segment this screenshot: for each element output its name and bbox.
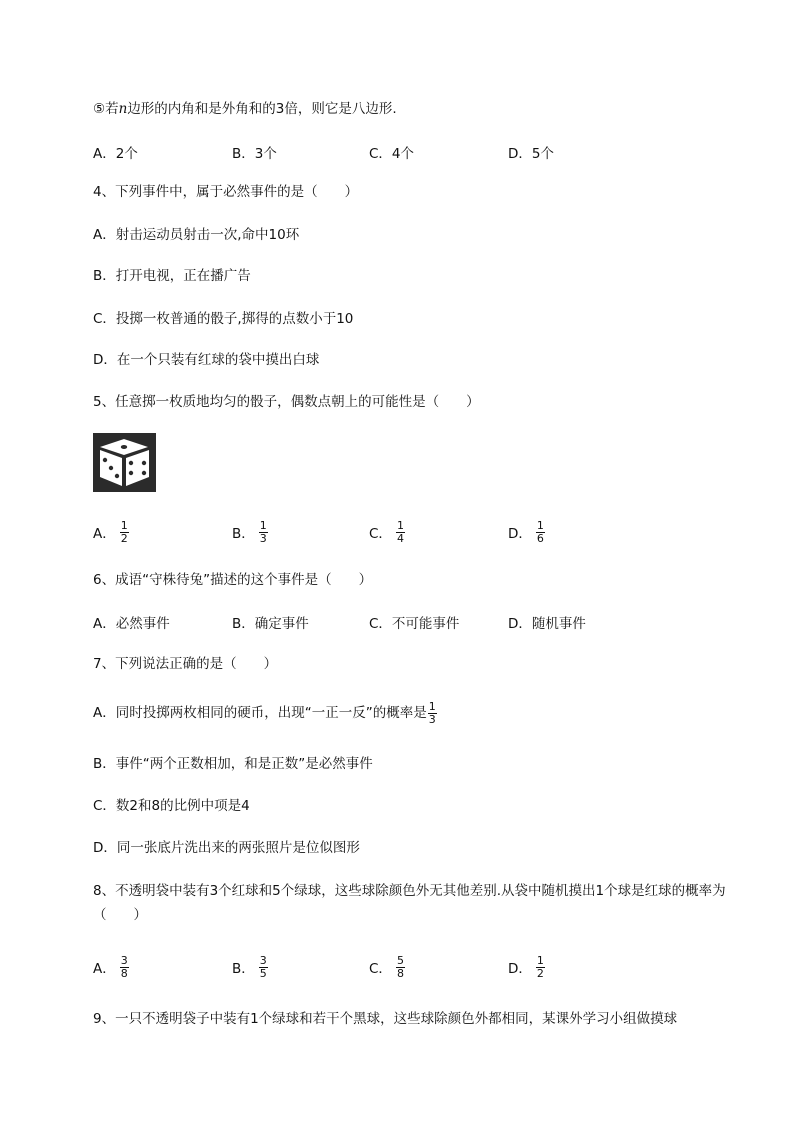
q6-options	[93, 607, 713, 637]
q5-option-b-label: B．	[232, 526, 255, 542]
q3-option-d[interactable]	[508, 137, 554, 167]
q5-option-c-fraction	[396, 520, 405, 545]
q6-option-b[interactable]	[232, 607, 309, 637]
fraction-numerator: 1	[396, 518, 404, 532]
fraction-numerator: 1	[120, 518, 128, 532]
fraction-denominator: 6	[536, 531, 544, 545]
q7-option-d[interactable]: D．同一张底片洗出来的两张照片是位似图形	[93, 840, 360, 856]
q8-option-a-label: A．	[93, 961, 116, 977]
q3-option-c-text: C．4个	[369, 146, 415, 162]
q7-option-a[interactable]	[93, 698, 437, 728]
fraction-numerator: 1	[428, 699, 436, 713]
q6-option-d-text: D．随机事件	[508, 616, 586, 632]
q3-option-d-text: D．5个	[508, 146, 554, 162]
q7-option-a-fraction	[428, 701, 437, 726]
q6-option-a-text: A．必然事件	[93, 616, 170, 632]
q5-option-a-label: A．	[93, 526, 116, 542]
q8-option-d-label: D．	[508, 961, 532, 977]
fraction-numerator: 1	[259, 518, 267, 532]
q7-stem: 7、下列说法正确的是（ ）	[93, 656, 278, 672]
q8-option-b-fraction	[259, 955, 268, 980]
q4-option-a[interactable]: A．射击运动员射击一次,命中10环	[93, 227, 300, 243]
q3-option-c[interactable]	[369, 137, 414, 167]
q3-option-a[interactable]	[93, 137, 138, 167]
q8-option-b[interactable]	[232, 952, 268, 982]
q8-option-c-label: C．	[369, 961, 392, 977]
fraction-numerator: 3	[120, 953, 128, 967]
statement-5-prefix: ⑤若	[93, 101, 119, 117]
fraction-denominator: 5	[259, 966, 267, 980]
q3-option-b-text: B．3个	[232, 146, 277, 162]
q4-option-b[interactable]: B．打开电视，正在播广告	[93, 268, 251, 284]
q5-option-d-label: D．	[508, 526, 532, 542]
q6-option-b-text: B．确定事件	[232, 616, 309, 632]
q3-option-b[interactable]	[232, 137, 277, 167]
statement-5	[93, 100, 397, 118]
statement-5-variable: n	[118, 101, 128, 117]
fraction-numerator: 5	[396, 953, 404, 967]
q8-option-a[interactable]	[93, 952, 129, 982]
q7-option-a-text: A．同时投掷两枚相同的硬币，出现“一正一反”的概率是	[93, 705, 427, 721]
q5-option-d[interactable]	[508, 517, 545, 547]
q9-stem: 9、一只不透明袋子中装有1个绿球和若干个黑球，这些球除颜色外都相同，某课外学习小组做摸球	[93, 1011, 678, 1027]
q8-option-c-fraction	[396, 955, 405, 980]
fraction-denominator: 2	[120, 531, 128, 545]
q8-option-b-label: B．	[232, 961, 255, 977]
statement-5-suffix: 边形的内角和是外角和的3倍，则它是八边形.	[127, 101, 397, 117]
q4-stem: 4、下列事件中，属于必然事件的是（ ）	[93, 184, 359, 200]
q5-option-a-fraction	[120, 520, 129, 545]
q3-option-a-text: A．2个	[93, 146, 138, 162]
q5-option-c-label: C．	[369, 526, 392, 542]
q3-options	[93, 137, 713, 167]
q7-option-c[interactable]: C．数2和8的比例中项是4	[93, 798, 250, 814]
q5-option-a[interactable]	[93, 517, 129, 547]
q8-option-d[interactable]	[508, 952, 545, 982]
q6-stem: 6、成语“守株待兔”描述的这个事件是（ ）	[93, 572, 373, 588]
q8-option-d-fraction	[536, 955, 545, 980]
q6-option-c-text: C．不可能事件	[369, 616, 460, 632]
q8-options	[93, 952, 713, 982]
fraction-denominator: 3	[428, 712, 436, 726]
q6-option-c[interactable]	[369, 607, 459, 637]
q5-option-d-fraction	[536, 520, 545, 545]
q6-option-d[interactable]	[508, 607, 586, 637]
fraction-denominator: 8	[396, 966, 404, 980]
q6-option-a[interactable]	[93, 607, 170, 637]
fraction-numerator: 3	[259, 953, 267, 967]
fraction-denominator: 2	[536, 966, 544, 980]
fraction-numerator: 1	[536, 953, 544, 967]
q5-option-c[interactable]	[369, 517, 405, 547]
fraction-numerator: 1	[536, 518, 544, 532]
q5-option-b[interactable]	[232, 517, 268, 547]
q4-option-c[interactable]: C．投掷一枚普通的骰子,掷得的点数小于10	[93, 311, 354, 327]
q8-option-c[interactable]	[369, 952, 405, 982]
q5-stem: 5、任意掷一枚质地均匀的骰子，偶数点朝上的可能性是（ ）	[93, 394, 480, 410]
fraction-denominator: 8	[120, 966, 128, 980]
q5-options	[93, 517, 713, 547]
fraction-denominator: 4	[396, 531, 404, 545]
q5-option-b-fraction	[259, 520, 268, 545]
q7-option-b[interactable]: B．事件“两个正数相加，和是正数”是必然事件	[93, 756, 373, 772]
q8-option-a-fraction	[120, 955, 129, 980]
fraction-denominator: 3	[259, 531, 267, 545]
q4-option-d[interactable]: D．在一个只装有红球的袋中摸出白球	[93, 352, 320, 368]
q8-stem: 8、不透明袋中装有3个红球和5个绿球，这些球除颜色外无其他差别.从袋中随机摸出1个球是红球的概率为（ ）	[93, 883, 726, 923]
dice-icon	[93, 433, 156, 492]
